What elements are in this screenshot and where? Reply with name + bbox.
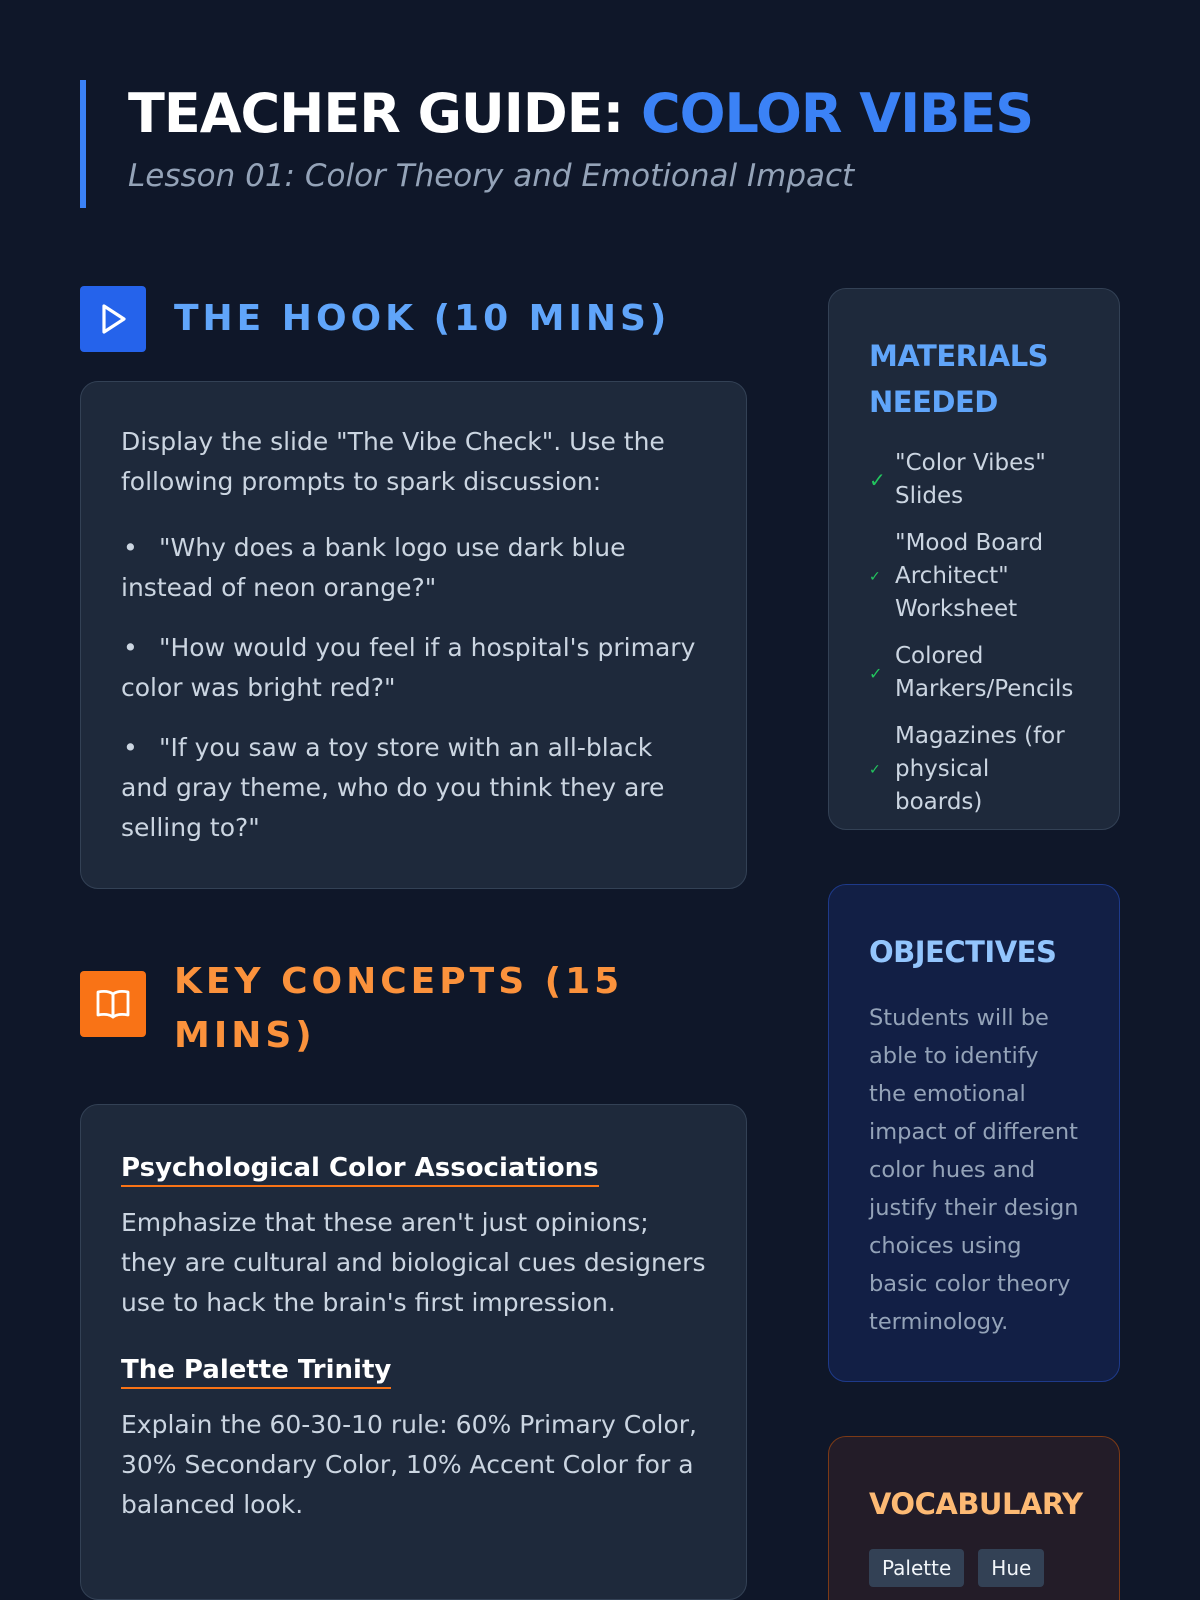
- list-item: [869, 527, 1079, 626]
- hook-prompt: "How would you feel if a hospital's primary color was bright red?": [121, 633, 696, 702]
- list-item: [121, 628, 706, 708]
- hook-prompt: "If you saw a toy store with an all-black and gray theme, who do you think they are selling to?": [121, 733, 665, 842]
- concepts-card: [80, 1104, 747, 1600]
- vocabulary-card: [828, 1436, 1120, 1600]
- hook-title: THE HOOK (10 MINS): [174, 298, 671, 339]
- check-icon: ✓: [869, 761, 881, 778]
- list-item: [121, 728, 706, 848]
- page-title: [128, 84, 1140, 144]
- material-label: Colored Markers/Pencils: [895, 643, 1074, 702]
- objectives-card: [828, 884, 1120, 1382]
- book-icon: [80, 971, 146, 1037]
- bullet-icon: •: [123, 633, 138, 662]
- title-accent: COLOR VIBES: [640, 82, 1034, 145]
- hook-prompt-list: [121, 528, 706, 848]
- page-header: [80, 80, 1140, 208]
- play-icon: [80, 286, 146, 352]
- page-subtitle: Lesson 01: Color Theory and Emotional Impact: [128, 158, 855, 194]
- concept-heading: Psychological Color Associations: [121, 1151, 599, 1187]
- objectives-title: OBJECTIVES: [869, 935, 1057, 969]
- concept-heading: The Palette Trinity: [121, 1353, 391, 1389]
- concepts-section-heading: [80, 961, 694, 1063]
- material-label: "Color Vibes" Slides: [895, 450, 1046, 509]
- list-item: [869, 447, 1079, 513]
- bullet-icon: •: [123, 733, 138, 762]
- vocab-tag: Hue: [978, 1549, 1044, 1587]
- materials-card: [828, 288, 1120, 830]
- list-item: [869, 720, 1079, 819]
- material-label: Magazines (for physical boards): [895, 723, 1065, 815]
- check-icon: ✓: [869, 468, 886, 492]
- title-main: TEACHER GUIDE:: [128, 82, 641, 145]
- concepts-title: KEY CONCEPTS (15 MINS): [174, 961, 624, 1056]
- hook-prompt: "Why does a bank logo use dark blue instead of neon orange?": [121, 533, 626, 602]
- check-icon: ✓: [869, 568, 881, 585]
- check-icon: ✓: [869, 663, 883, 683]
- concept-body: Emphasize that these aren't just opinions; they are cultural and biological cues designers use to hack the brain's first impression.: [121, 1208, 706, 1317]
- vocab-tag: Palette: [869, 1549, 964, 1587]
- bullet-icon: •: [123, 533, 138, 562]
- list-item: [121, 528, 706, 608]
- hook-section-heading: [80, 286, 670, 352]
- materials-list: [869, 447, 1079, 819]
- vocabulary-title: VOCABULARY: [869, 1487, 1083, 1521]
- hook-card: [80, 381, 747, 889]
- material-label: "Mood Board Architect" Worksheet: [895, 530, 1044, 622]
- objectives-text: Students will be able to identify the emotional impact of different color hues and justify their design choices using basic color theory terminology.: [869, 1005, 1079, 1335]
- hook-intro: Display the slide "The Vibe Check". Use the following prompts to spark discussion:: [121, 427, 665, 496]
- list-item: [869, 640, 1079, 706]
- materials-title: MATERIALS NEEDED: [869, 339, 1049, 419]
- concept-body: Explain the 60-30-10 rule: 60% Primary Color, 30% Secondary Color, 10% Accent Color for a balanced look.: [121, 1410, 697, 1519]
- vocabulary-tags: [869, 1549, 1079, 1587]
